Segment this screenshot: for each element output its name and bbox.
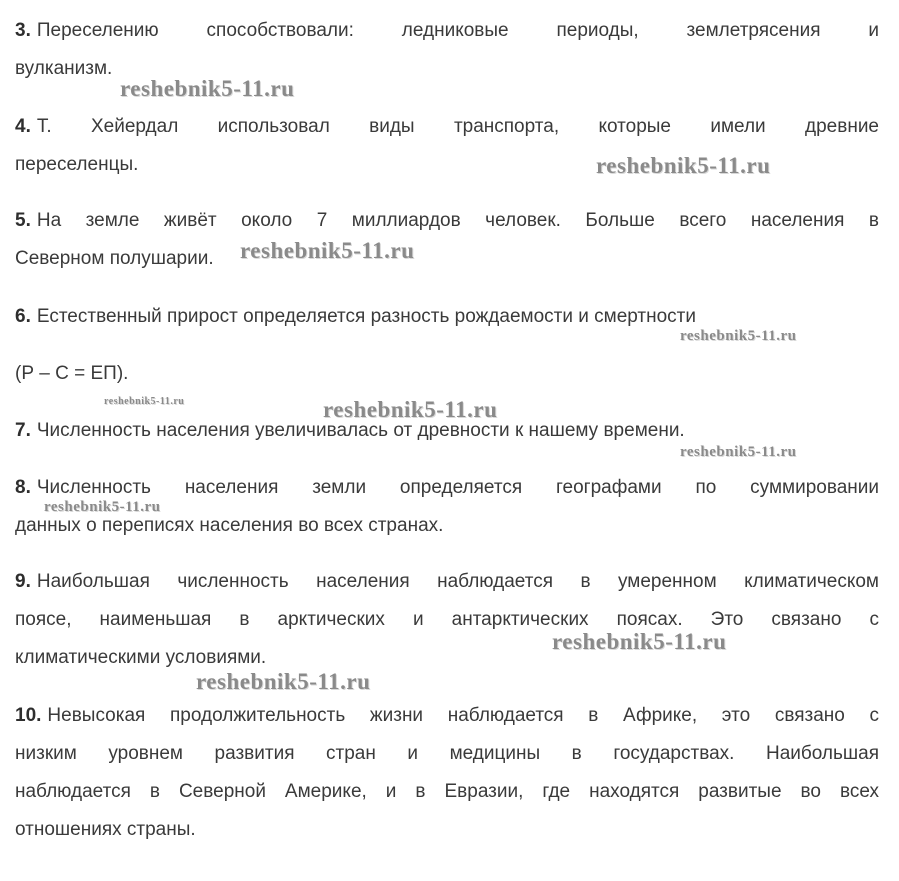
answer-item-10 [15, 697, 879, 849]
item-text-line: Численность населения увеличивалась от древности к нашему времени. [36, 420, 685, 441]
watermark: reshebnik5-11.ru [680, 328, 797, 344]
item-text-line: климатическими условиями. [15, 647, 267, 668]
item-text-line: Т. Хейердал использовал виды транспорта, которые имели древние [36, 116, 879, 137]
watermark: reshebnik5-11.ru [552, 629, 727, 654]
item-text-line: На земле живёт около 7 миллиардов человек. Больше всего населения в [36, 210, 879, 231]
item-number: 4. [15, 116, 31, 137]
answer-item-9 [15, 563, 879, 677]
item-text-line: Невысокая продолжительность жизни наблюдается в Африке, это связано с [47, 705, 879, 726]
answer-item-8 [15, 469, 879, 545]
answer-item-6-formula [15, 355, 879, 393]
item-text-line: вулканизм. [15, 58, 113, 79]
answer-item-6 [15, 298, 879, 336]
watermark: reshebnik5-11.ru [596, 153, 771, 178]
item-text-line: Численность населения земли определяется географами по суммировании [36, 477, 879, 498]
item-number: 5. [15, 210, 31, 231]
answer-item-5 [15, 202, 879, 278]
item-text-line: поясе, наименьшая в арктических и антарктических поясах. Это связано с [15, 609, 879, 630]
item-number: 7. [15, 420, 31, 441]
item-text-line: Наибольшая численность населения наблюдается в умеренном климатическом [36, 571, 879, 592]
item-number: 3. [15, 20, 31, 41]
watermark: reshebnik5-11.ru [120, 76, 295, 101]
watermark: reshebnik5-11.ru [240, 238, 415, 263]
answer-item-4 [15, 108, 879, 184]
answer-item-3 [15, 12, 879, 88]
item-text-line: Северном полушарии. [15, 248, 214, 269]
item-text-line: данных о переписях населения во всех странах. [15, 515, 444, 536]
watermark: reshebnik5-11.ru [323, 397, 498, 422]
watermark: reshebnik5-11.ru [680, 444, 797, 460]
item-text-line: низким уровнем развития стран и медицины в государствах. Наибольшая [15, 743, 879, 764]
item-number: 8. [15, 477, 31, 498]
item-text-line: Переселению способствовали: ледниковые периоды, землетрясения и [36, 20, 879, 41]
answer-item-7 [15, 412, 879, 450]
item-text-line: переселенцы. [15, 154, 139, 175]
watermark: reshebnik5-11.ru [104, 396, 185, 407]
formula-text: (Р – С = ЕП). [15, 363, 129, 384]
item-number: 6. [15, 306, 31, 327]
item-text-line: Естественный прирост определяется разность рождаемости и смертности [36, 306, 696, 327]
item-text-line: отношениях страны. [15, 819, 196, 840]
watermark: reshebnik5-11.ru [196, 669, 371, 694]
item-text-line: наблюдается в Северной Америке, и в Евразии, где находятся развитые во всех [15, 781, 879, 802]
watermark: reshebnik5-11.ru [44, 499, 161, 515]
item-number: 10. [15, 705, 42, 726]
item-number: 9. [15, 571, 31, 592]
